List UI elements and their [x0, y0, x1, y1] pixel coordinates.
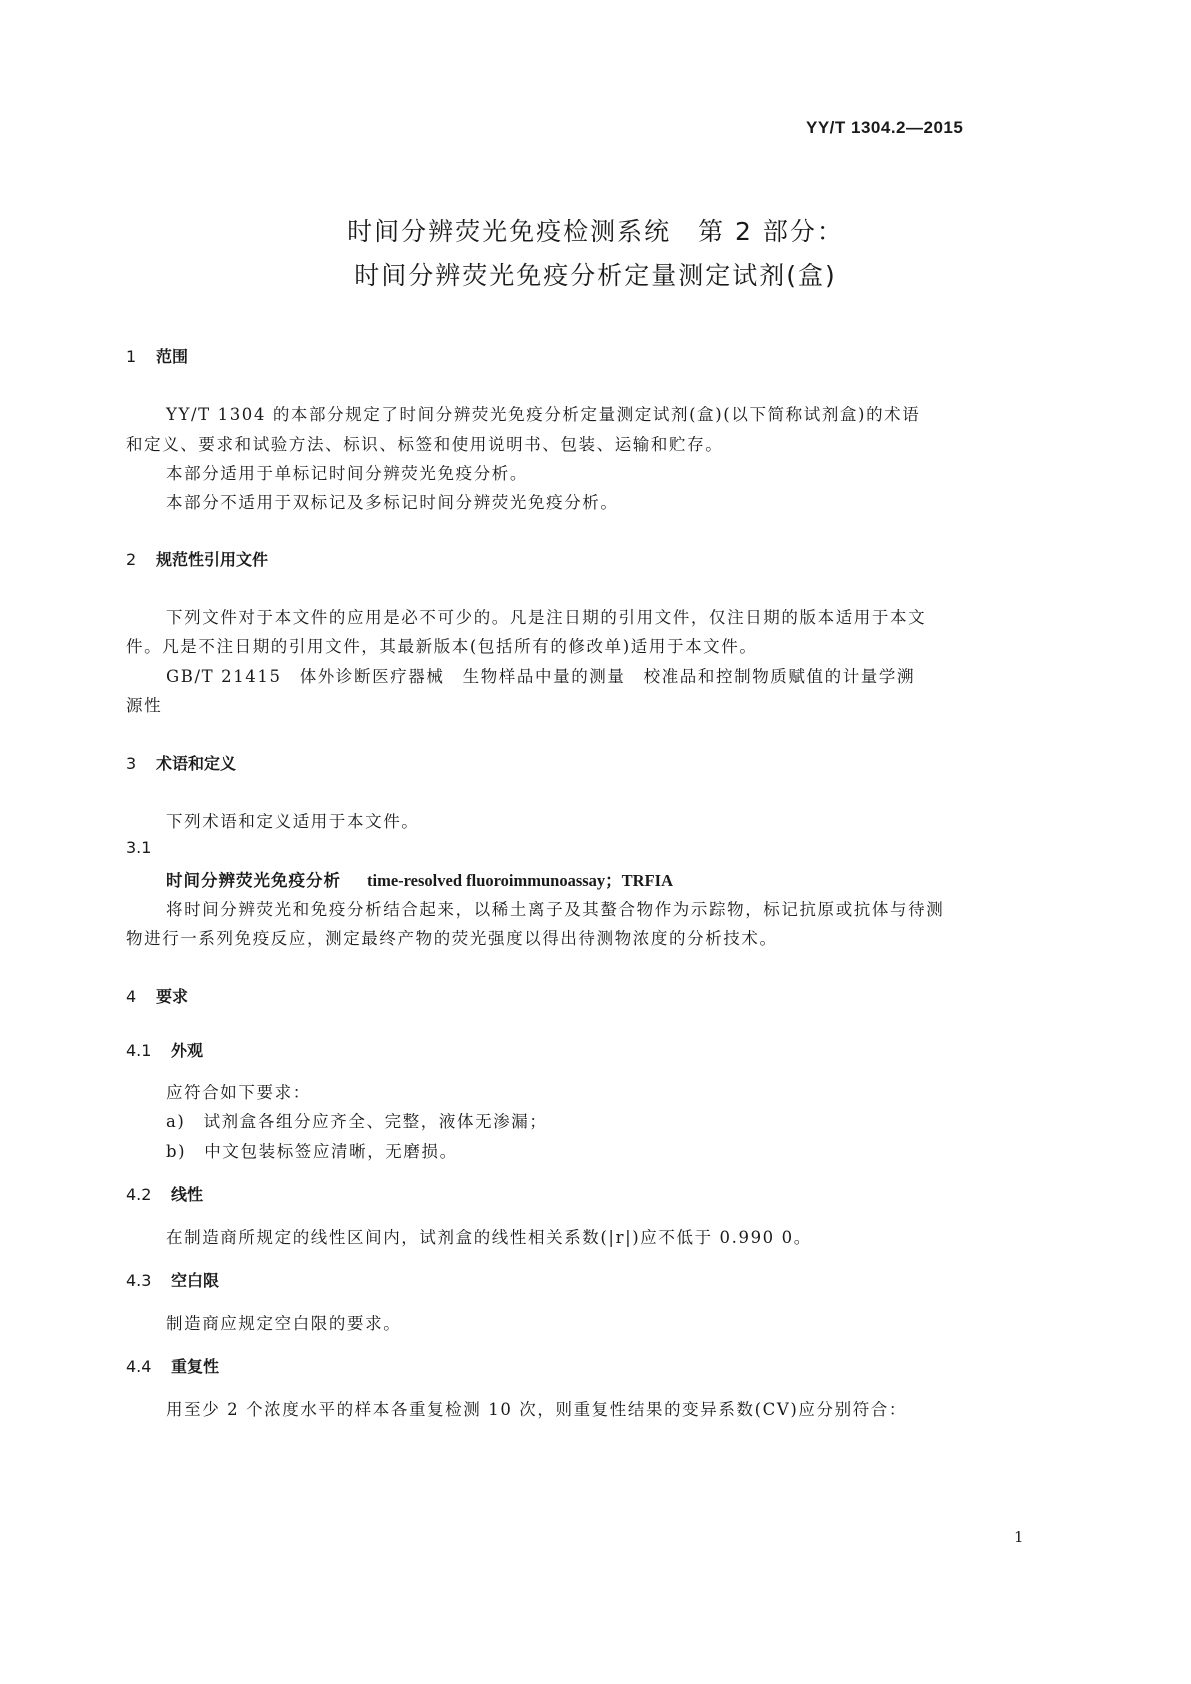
s2-reference-a: GB/T 21415 体外诊断医疗器械 生物样品中量的测量 校准品和控制物质赋值的计量学溯	[166, 667, 916, 686]
s4-1-item-b: b) 中文包装标签应清晰，无磨损。	[166, 1142, 458, 1161]
s1-paragraph-3: 本部分不适用于双标记及多标记时间分辨荧光免疫分析。	[166, 493, 619, 512]
subsection-4-3-heading	[126, 1268, 219, 1291]
s2-paragraph-1b: 件。凡是不注日期的引用文件，其最新版本(包括所有的修改单)适用于本文件。	[126, 637, 758, 656]
subsection-4-2-heading	[126, 1182, 203, 1205]
page-title-line-2: 时间分辨荧光免疫分析定量测定试剂(盒)	[354, 261, 837, 290]
term-definition-b: 物进行一系列免疫反应，测定最终产物的荧光强度以得出待测物浓度的分析技术。	[126, 929, 778, 948]
s4-2-paragraph: 在制造商所规定的线性区间内，试剂盒的线性相关系数(|r|)应不低于 0.990 0。	[166, 1228, 812, 1247]
section-title: 要求	[156, 987, 189, 1006]
s1-paragraph-1a: YY/T 1304 的本部分规定了时间分辨荧光免疫分析定量测定试剂(盒)(以下简称试剂盒)的术语	[166, 405, 921, 424]
section-1-heading	[126, 344, 188, 367]
section-title: 术语和定义	[156, 754, 237, 773]
section-number: 2	[126, 550, 137, 569]
s3-paragraph-1: 下列术语和定义适用于本文件。	[166, 812, 420, 831]
term-english: time-resolved fluoroimmunoassay；TRFIA	[367, 871, 674, 890]
s2-reference-b: 源性	[126, 696, 163, 715]
section-number: 4	[126, 987, 137, 1006]
subsection-4-4-heading	[126, 1354, 219, 1377]
section-4-heading	[126, 984, 188, 1007]
term-chinese: 时间分辨荧光免疫分析	[166, 871, 341, 890]
s4-1-item-a: a) 试剂盒各组分应齐全、完整，液体无渗漏；	[166, 1112, 548, 1131]
subsection-title: 空白限	[171, 1271, 220, 1290]
section-3-heading	[126, 751, 236, 774]
s4-1-intro: 应符合如下要求：	[166, 1083, 311, 1102]
subsection-title: 外观	[171, 1041, 204, 1060]
subsection-number: 4.4	[126, 1357, 152, 1376]
subsection-number: 4.2	[126, 1185, 152, 1204]
subsection-title: 线性	[171, 1185, 204, 1204]
page-number: 1	[1014, 1528, 1024, 1546]
section-2-heading	[126, 547, 268, 570]
standard-number: YY/T 1304.2—2015	[806, 118, 964, 137]
s1-paragraph-2: 本部分适用于单标记时间分辨荧光免疫分析。	[166, 464, 528, 483]
section-title: 规范性引用文件	[156, 550, 269, 569]
s1-paragraph-1b: 和定义、要求和试验方法、标识、标签和使用说明书、包装、运输和贮存。	[126, 435, 724, 454]
subsection-4-1-heading	[126, 1038, 203, 1061]
subsection-number: 4.1	[126, 1041, 152, 1060]
term-definition-a: 将时间分辨荧光和免疫分析结合起来，以稀土离子及其螯合物作为示踪物，标记抗原或抗体与待测	[166, 900, 945, 919]
s4-4-paragraph: 用至少 2 个浓度水平的样本各重复检测 10 次，则重复性结果的变异系数(CV)应分别符合：	[166, 1400, 907, 1419]
term-entry	[166, 867, 673, 891]
page-title-line-1: 时间分辨荧光免疫检测系统 第 2 部分：	[347, 217, 844, 246]
subsection-title: 重复性	[171, 1357, 220, 1376]
s2-paragraph-1a: 下列文件对于本文件的应用是必不可少的。凡是注日期的引用文件，仅注日期的版本适用于本文	[166, 608, 927, 627]
section-number: 1	[126, 347, 137, 366]
section-title: 范围	[156, 347, 189, 366]
subsection-3-1-number: 3.1	[126, 838, 152, 857]
s4-3-paragraph: 制造商应规定空白限的要求。	[166, 1314, 402, 1333]
subsection-number: 4.3	[126, 1271, 152, 1290]
section-number: 3	[126, 754, 137, 773]
